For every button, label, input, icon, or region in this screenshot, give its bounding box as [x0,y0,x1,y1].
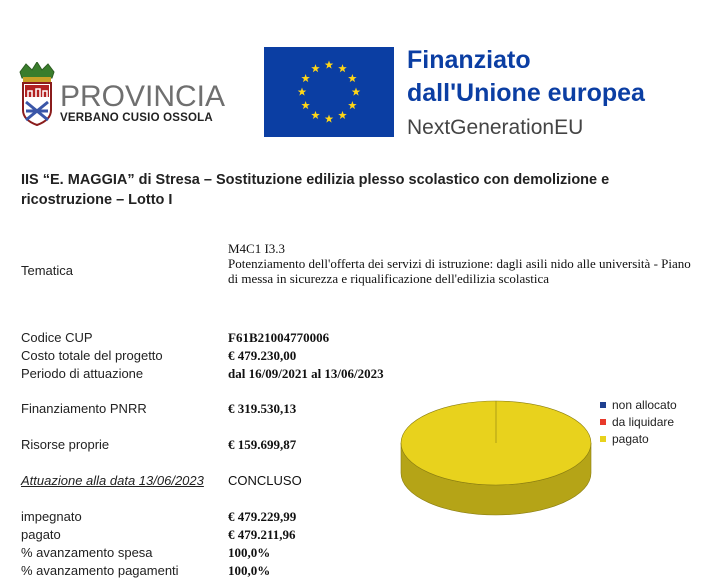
tematica-text: Potenziamento dell'offerta dei servizi di istruzione: dagli asili nido alle università - Piano di messa in sicurezza e riqualificazione dell'edilizia scolastica [228,256,691,286]
legend-item-pagato [600,430,677,447]
eu-flag-icon [264,47,394,137]
eu-star-icon [311,64,320,72]
eu-star-icon [338,64,347,72]
pie-chart [396,398,596,516]
pagato-label: pagato [21,527,61,542]
province-subtitle: VERBANO CUSIO OSSOLA [60,112,213,124]
eu-star-icon [352,88,361,96]
eu-funding-line2: dall'Unione europea [407,79,645,107]
impegnato-value: € 479.229,99 [228,509,297,524]
province-crest-icon [14,62,60,126]
legend-label: pagato [612,431,649,446]
cup-value: F61B21004770006 [228,330,330,345]
pagato-value: € 479.211,96 [228,527,296,542]
costo-value: € 479.230,00 [228,348,297,363]
eu-star-icon [348,101,357,109]
legend-label: non allocato [612,397,677,412]
costo-label: Costo totale del progetto [21,348,163,363]
legend-item-non-allocato [600,396,677,413]
periodo-label: Periodo di attuazione [21,366,144,381]
impegnato-label: impegnato [21,509,82,524]
eu-star-icon [311,111,320,119]
pnrr-value: € 319.530,13 [228,401,297,416]
legend-item-da-liquidare [600,413,677,430]
legend-swatch [600,419,606,425]
periodo-value: dal 16/09/2021 al 13/06/2023 [228,366,384,381]
risorse-label: Risorse proprie [21,437,110,452]
tematica-code: M4C1 I3.3 [228,241,286,256]
eu-funding-line1: Finanziato [407,46,531,74]
legend-label: da liquidare [612,414,675,429]
eu-star-icon [301,101,310,109]
province-name: PROVINCIA [60,80,226,113]
cup-label: Codice CUP [21,330,93,345]
legend-swatch [600,436,606,442]
eu-star-icon [338,111,347,119]
province-logo [14,60,226,130]
eu-star-icon [325,61,334,69]
tematica-value [228,241,698,286]
avanzamento-spesa-value: 100,0% [228,545,271,560]
tematica-label: Tematica [21,263,74,278]
eu-star-icon [298,88,307,96]
avanzamento-spesa-label: % avanzamento spesa [21,545,153,560]
attuazione-status: CONCLUSO [228,473,302,488]
attuazione-label: Attuazione alla data 13/06/2023 [21,473,204,488]
eu-nextgeneration: NextGenerationEU [407,116,584,139]
pnrr-label: Finanziamento PNRR [21,401,147,416]
eu-star-icon [348,74,357,82]
legend-swatch [600,402,606,408]
avanzamento-pagamenti-label: % avanzamento pagamenti [21,563,179,578]
chart-legend [600,396,677,447]
project-title: IIS “E. MAGGIA” di Stresa – Sostituzione edilizia plesso scolastico con demolizione e ricostruzione – Lotto I [21,172,610,208]
eu-star-icon [301,74,310,82]
eu-star-icon [325,115,334,123]
risorse-value: € 159.699,87 [228,437,297,452]
avanzamento-pagamenti-value: 100,0% [228,563,271,578]
